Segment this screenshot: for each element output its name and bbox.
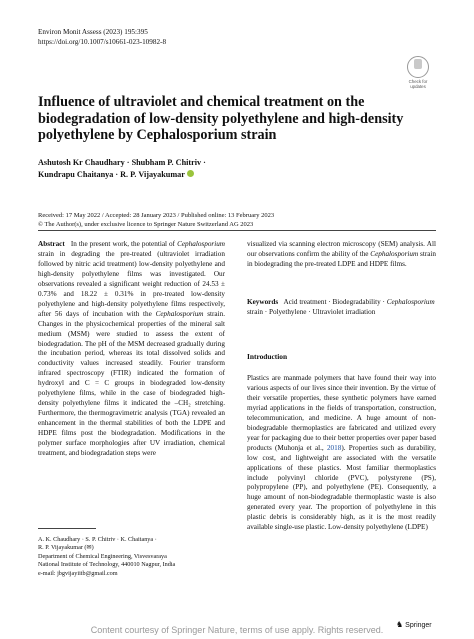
introduction-heading: Introduction	[247, 352, 288, 361]
abstract-cont-organism: Cephalosporium	[370, 249, 419, 258]
corresponding-author: R. P. Vijayakumar (✉)	[38, 544, 94, 552]
introduction-text	[247, 374, 436, 533]
author-list	[38, 157, 358, 180]
orcid-icon[interactable]	[187, 170, 194, 177]
citation-link[interactable]: 2018	[326, 443, 342, 452]
affiliation-authors: A. K. Chaudhary · S. P. Chitriv · K. Chaitanya ·	[38, 536, 157, 543]
crossmark-icon	[407, 56, 429, 78]
affiliation-block	[38, 536, 228, 578]
journal-header	[38, 27, 166, 47]
keywords-text-2: strain · Polyethylene · Ultraviolet irradiation	[247, 308, 376, 316]
abstract-text-3: strain. Changes in the physicochemical properties of the mineral salt medium (MSM) were studied to assess the extent of biodegradation. The pH of the MSM decreased gradually during the incubation period, whereas its total dissolved solids and conductivity values increased steadily. Fourier transform infrared spectroscopy (FTIR) indicated the formation of hydroxyl and C = C groups in biodegraded low-density polyethylene films, while in the case of biodegraded high-density polyethylene films it indicated the –CH₂ stretching. Furthermore, the thermogravimetric analysis (TGA) revealed an enhancement in the thermal stabilities of both the LDPE and HDPE films post the biodegradation. Modifications in the polymer surface morphologies after UV irradiation, chemical treatment, and biodegradation steps were	[38, 309, 226, 458]
courtesy-footer: Content courtesy of Springer Nature, terms of use apply. Rights reserved.	[90, 625, 384, 635]
abstract-organism-2: Cephalosporium	[155, 309, 204, 318]
crossmark-label-1: Check for	[408, 79, 428, 84]
intro-text-2: ). Properties such as durability, low cost, and lightweight are associated with the versatile applications of these plastics. Most familiar thermoplastics include polyvinyl chloride (PVC), polystyrene (PS), polypropylene (PP), and polyethylene (PE). Consequently, a huge amount of non-biodegradable thermoplastic waste is also generated every year. The proportion of polyethylene in this plastic debris is considerably high, as it is the most readily available single-use plastic. Low-density polyethylene (LDPE)	[247, 443, 436, 532]
authors-line-2: Kundrapu Chaitanya · R. P. Vijayakumar	[38, 169, 185, 179]
publication-dates	[38, 211, 438, 229]
intro-text-1: Plastics are manmade polymers that have found their way into various aspects of our lives since their invention. By the virtue of their versatile properties, these synthetic polymers have earned myriad applications in the fields of transportation, construction, telecommunication, and medicine. A huge amount of non-biodegradable thermoplastics are fabricated and utilized every year for packaging due to their better properties over paper based products (Muhonja et al.,	[247, 374, 436, 452]
abstract-label: Abstract	[38, 240, 65, 248]
abstract-organism: Cephalosporium	[177, 240, 225, 248]
affiliation-email[interactable]: e-mail: jbgvijayiitb@gmail.com	[38, 569, 118, 577]
authors-line-1: Ashutosh Kr Chaudhary · Shubham P. Chitriv ·	[38, 158, 206, 167]
divider	[38, 230, 436, 231]
abstract-cont-1: visualized via scanning electron microscopy (SEM) analysis. All our observations confirm the ability of the	[247, 240, 436, 258]
keywords-section	[247, 297, 436, 317]
abstract-text-1: In the present work, the potential of	[70, 240, 178, 248]
keywords-organism: Cephalosporium	[386, 298, 435, 306]
keywords-label: Keywords	[247, 298, 279, 306]
publisher-name: Springer	[405, 622, 432, 629]
affiliation-dept: Department of Chemical Engineering, Visvesvaraya	[38, 552, 167, 560]
crossmark-button[interactable]	[403, 56, 433, 89]
dates-line: Received: 17 May 2022 / Accepted: 28 January 2023 / Published online: 13 February 2023	[38, 212, 275, 219]
abstract-text-2: strain in degrading the pre-treated (ultraviolet irradiation followed by nitric acid treatment) low-density polyethylene and high-density polyethylene films was investigated. Our observations revealed a significant weight reduction of 24.53 ± 0.73% and 18.22 ± 0.31% in pre-treated low-density polyethylene and high-density polyethylene films respectively, after 56 days of incubation with the	[38, 249, 225, 318]
crossmark-label-2: updates	[410, 84, 426, 89]
keywords-text-1: Acid treatment · Biodegradability ·	[283, 298, 387, 306]
abstract-continued	[247, 240, 436, 270]
abstract-cont-2: strain in biodegrading the pre-treated LDPE and HDPE films.	[247, 249, 437, 268]
article-title: Influence of ultraviolet and chemical treatment on the biodegradation of low-density polyethylene and high-density polyethylene by Cephalosporium strain	[38, 94, 404, 143]
journal-citation: Environ Monit Assess (2023) 195:395	[38, 28, 148, 36]
copyright-line: © The Author(s), under exclusive licence to Springer Nature Switzerland AG 2023	[38, 221, 254, 228]
footnote-divider	[38, 528, 96, 529]
affiliation-institute: National Institute of Technology, 440010 Nagpur, India	[38, 561, 176, 569]
doi-link[interactable]: https://doi.org/10.1007/s10661-023-10982-8	[38, 38, 167, 46]
springer-horse-icon: ♞	[396, 620, 404, 629]
abstract-section	[38, 240, 225, 459]
